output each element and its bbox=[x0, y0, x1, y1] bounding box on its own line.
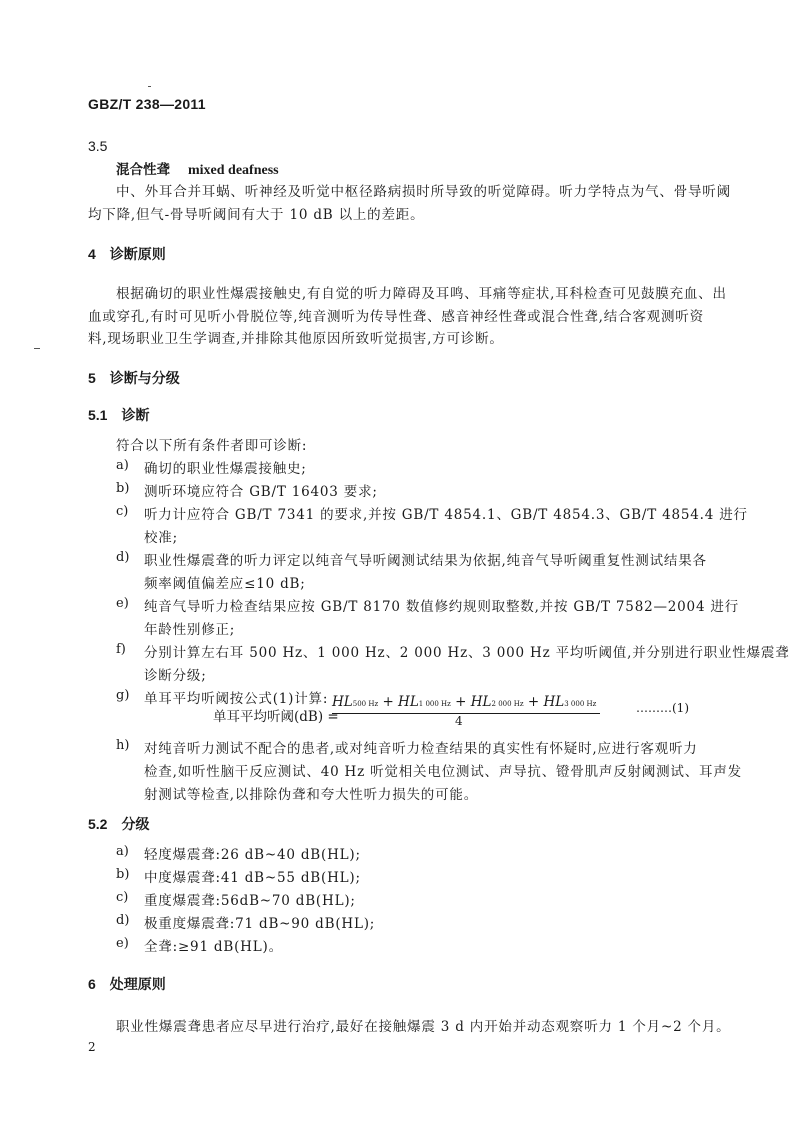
list-item-label: c) bbox=[116, 504, 129, 519]
formula-denominator: 4 bbox=[455, 714, 463, 728]
list-item-label: a) bbox=[116, 458, 129, 473]
section-heading-5-2: 5.2 分级 bbox=[88, 816, 150, 832]
list-item-label: b) bbox=[116, 481, 130, 496]
grade-item-text: 全聋:≥91 dB(HL)。 bbox=[144, 939, 283, 955]
formula-term-subscript: 1 000 Hz bbox=[418, 700, 451, 708]
section-6-line-1: 职业性爆震聋患者应尽早进行治疗,最好在接触爆震 3 d 内开始并动态观察听力 1 个月~2 个月。 bbox=[116, 1019, 731, 1035]
list-item-text: 校准; bbox=[144, 530, 178, 546]
grade-item-label: a) bbox=[116, 844, 129, 859]
fraction-bar bbox=[332, 713, 600, 714]
section-heading-6: 6 处理原则 bbox=[88, 976, 166, 992]
formula-term-symbol: HL bbox=[332, 694, 353, 710]
grade-item-label: d) bbox=[116, 913, 130, 928]
list-item-text: 听力计应符合 GB/T 7341 的要求,并按 GB/T 4854.1、GB/T 4854.3、GB/T 4854.4 进行 bbox=[144, 507, 748, 523]
section-4-line-3: 料,现场职业卫生学调查,并排除其他原因所致听觉损害,方可诊断。 bbox=[88, 331, 504, 347]
section-heading-5: 5 诊断与分级 bbox=[88, 370, 180, 386]
scan-speck bbox=[148, 86, 151, 87]
section-heading-5-1: 5.1 诊断 bbox=[88, 407, 150, 423]
list-item-label: e) bbox=[116, 596, 129, 611]
grade-item-text: 轻度爆震聋:26 dB~40 dB(HL); bbox=[144, 847, 361, 863]
list-item-text: 纯音气导听力检查结果应按 GB/T 8170 数值修约规则取整数,并按 GB/T 7582—2004 进行 bbox=[144, 599, 740, 615]
list-item-text: 职业性爆震聋的听力评定以纯音气导听阈测试结果为依据,纯音气导听阈重复性测试结果各 bbox=[144, 553, 707, 569]
formula-term-subscript: 500 Hz bbox=[352, 700, 379, 708]
formula-term-symbol: HL bbox=[398, 694, 419, 710]
list-item-text: 射测试等检查,以排除伪聋和夸大性听力损失的可能。 bbox=[144, 787, 478, 803]
scan-speck bbox=[34, 348, 40, 349]
definition-line-2: 均下降,但气-骨导听阈间有大于 10 dB 以上的差距。 bbox=[88, 207, 425, 223]
section-heading-4: 4 诊断原则 bbox=[88, 246, 166, 262]
formula-plus: + bbox=[527, 694, 540, 710]
grade-item-label: c) bbox=[116, 890, 129, 905]
term-title bbox=[116, 158, 279, 179]
formula-plus: + bbox=[455, 694, 467, 710]
grade-item-text: 极重度爆震聋:71 dB~90 dB(HL); bbox=[144, 916, 376, 932]
list-item-text: 检查,如听性脑干反应测试、40 Hz 听觉相关电位测试、声导抗、镫骨肌声反射阈测试、耳声发 bbox=[144, 764, 742, 780]
definition-line-1: 中、外耳合并耳蜗、听神经及听觉中枢径路病损时所导致的听觉障碍。听力学特点为气、骨导听阈 bbox=[116, 184, 731, 200]
grade-item-label: e) bbox=[116, 936, 129, 951]
formula-term-subscript: 2 000 Hz bbox=[491, 700, 524, 708]
term-english: mixed deafness bbox=[188, 163, 279, 178]
formula-plus: + bbox=[382, 694, 394, 710]
section-4-line-1: 根据确切的职业性爆震接触史,有自觉的听力障碍及耳鸣、耳痛等症状,耳科检查可见鼓膜充血、出 bbox=[116, 286, 727, 302]
list-item-label: g) bbox=[116, 688, 130, 703]
list-item-label: f) bbox=[116, 642, 126, 657]
page-number: 2 bbox=[88, 1040, 96, 1054]
formula-number: ………(1) bbox=[636, 701, 689, 715]
list-item-text: 测听环境应符合 GB/T 16403 要求; bbox=[144, 484, 378, 500]
list-item-text: 诊断分级; bbox=[144, 668, 207, 684]
grade-item-label: b) bbox=[116, 867, 130, 882]
formula-numerator bbox=[332, 694, 596, 710]
section-4-line-2: 血或穿孔,有时可见听小骨脱位等,纯音测听为传导性聋、感音神经性聋或混合性聋,结合客观测听资 bbox=[88, 309, 704, 325]
clause-number-3-5: 3.5 bbox=[88, 138, 108, 154]
list-item-text: 年龄性别修正; bbox=[144, 622, 236, 638]
grade-item-text: 中度爆震聋:41 dB~55 dB(HL); bbox=[144, 870, 361, 886]
list-item-label: d) bbox=[116, 550, 130, 565]
term-chinese: 混合性聋 bbox=[116, 162, 170, 178]
diagnosis-intro: 符合以下所有条件者即可诊断: bbox=[116, 438, 308, 454]
formula-term-symbol: HL bbox=[470, 694, 492, 710]
list-item-text: 对纯音听力测试不配合的患者,或对纯音听力检查结果的真实性有怀疑时,应进行客观听力 bbox=[144, 741, 698, 757]
list-item-text: 确切的职业性爆震接触史; bbox=[144, 461, 307, 477]
formula-lhs: 单耳平均听阈(dB) = bbox=[213, 709, 339, 725]
list-item-text: 频率阈值偏差应≤10 dB; bbox=[144, 576, 306, 592]
list-item-label: h) bbox=[116, 738, 130, 753]
grade-item-text: 重度爆震聋:56dB~70 dB(HL); bbox=[144, 893, 356, 909]
list-item-text: 单耳平均听阈按公式(1)计算: bbox=[144, 691, 329, 707]
formula-term-symbol: HL bbox=[543, 694, 565, 710]
list-item-text: 分别计算左右耳 500 Hz、1 000 Hz、2 000 Hz、3 000 Hz 平均听阈值,并分别进行职业性爆震聋 bbox=[144, 645, 790, 661]
standard-number: GBZ/T 238—2011 bbox=[88, 96, 206, 112]
formula-term-subscript: 3 000 Hz bbox=[564, 700, 597, 708]
